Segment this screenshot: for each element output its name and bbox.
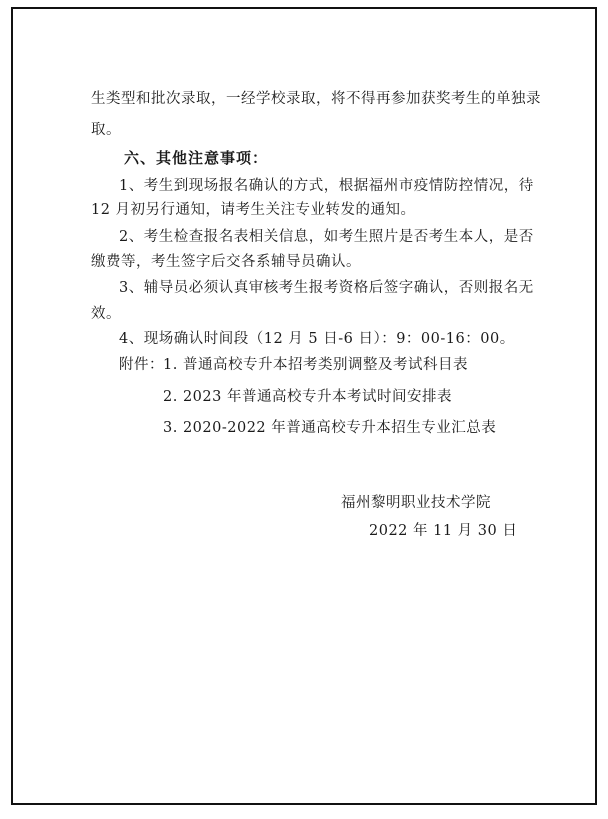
item-1-line-1: 1、考生到现场报名确认的方式，根据福州市疫情防控情况，待 xyxy=(119,178,534,194)
item-1-line-2: 12 月初另行通知，请考生关注专业转发的通知。 xyxy=(91,202,416,218)
issuer-name: 福州黎明职业技术学院 xyxy=(341,495,491,511)
attachment-item-1: 1. 普通高校专升本招考类别调整及考试科目表 xyxy=(163,357,468,373)
attachment-item-3: 3. 2020-2022 年普通高校专升本招生专业汇总表 xyxy=(163,420,497,436)
attachment-item-2: 2. 2023 年普通高校专升本考试时间安排表 xyxy=(163,389,452,405)
item-3-line-1: 3、辅导员必须认真审核考生报考资格后签字确认，否则报名无 xyxy=(119,280,534,296)
section-heading: 六、其他注意事项： xyxy=(124,149,269,167)
item-3-line-2: 效。 xyxy=(91,306,121,322)
attachments-label: 附件： xyxy=(119,357,164,373)
item-2-line-1: 2、考生检查报名表相关信息，如考生照片是否考生本人，是否 xyxy=(119,229,534,245)
item-2-line-2: 缴费等，考生签字后交各系辅导员确认。 xyxy=(91,254,361,270)
issue-date: 2022 年 11 月 30 日 xyxy=(369,523,518,539)
paragraph-continuation-line-2: 取。 xyxy=(91,122,121,138)
item-4: 4、现场确认时间段（12 月 5 日-6 日）：9：00-16：00。 xyxy=(119,331,515,347)
paragraph-continuation-line-1: 生类型和批次录取，一经学校录取，将不得再参加获奖考生的单独录 xyxy=(91,91,541,107)
document-page xyxy=(11,7,597,805)
